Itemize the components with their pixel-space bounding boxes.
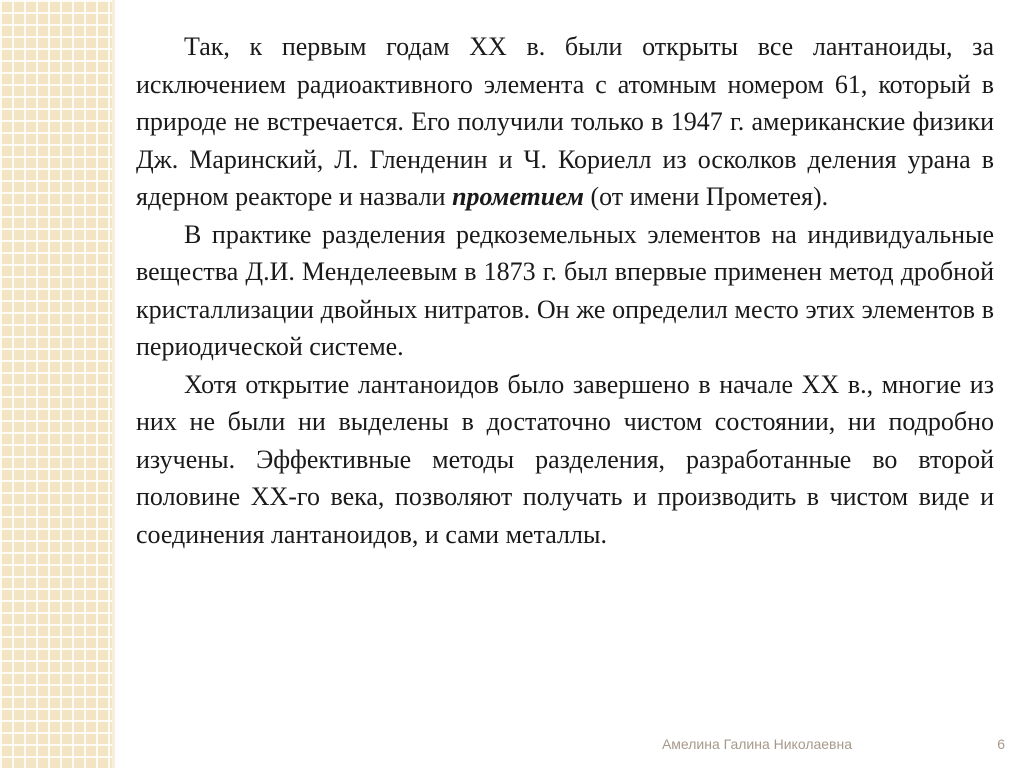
footer-author: Амелина Галина Николаевна xyxy=(661,736,853,752)
page-number: 6 xyxy=(997,736,1005,752)
side-band-edge xyxy=(112,0,115,768)
paragraph-promethium xyxy=(136,28,994,216)
slide-body xyxy=(136,28,994,553)
decorative-side-band xyxy=(0,0,112,768)
emphasized-term: прометием xyxy=(452,182,584,211)
paragraph-separation-methods: Хотя открытие лантаноидов было завершено в начале XX в., многие из них не были ни выделены в достаточно чистом состоянии, ни подробно изучены. Эффективные методы разделения, разработанные во второй половине XX-го века, позволяют получать и производить в чистом виде и соединения лантаноидов, и сами металлы. xyxy=(136,369,994,549)
paragraph-1-text-end: (от имени Прометея). xyxy=(583,182,829,211)
paragraph-mendeleev: В практике разделения редкоземельных элементов на индивидуальные вещества Д.И. Менделеевым в 1873 г. был впервые применен метод дробной кристаллизации двойных нитратов. Он же определил место этих элементов в периодической системе. xyxy=(136,219,994,361)
paragraph-1-text-start: Так, к первым годам XX в. были открыты все лантаноиды, за исключением радиоактивного элемента с атомным номером 61, который в природе не встречается. Его получили только в 1947 г. американские физики Дж. Маринский, Л. Гленденин и Ч. Кориелл из осколков деления урана в ядерном реакторе и назвали xyxy=(136,32,994,211)
